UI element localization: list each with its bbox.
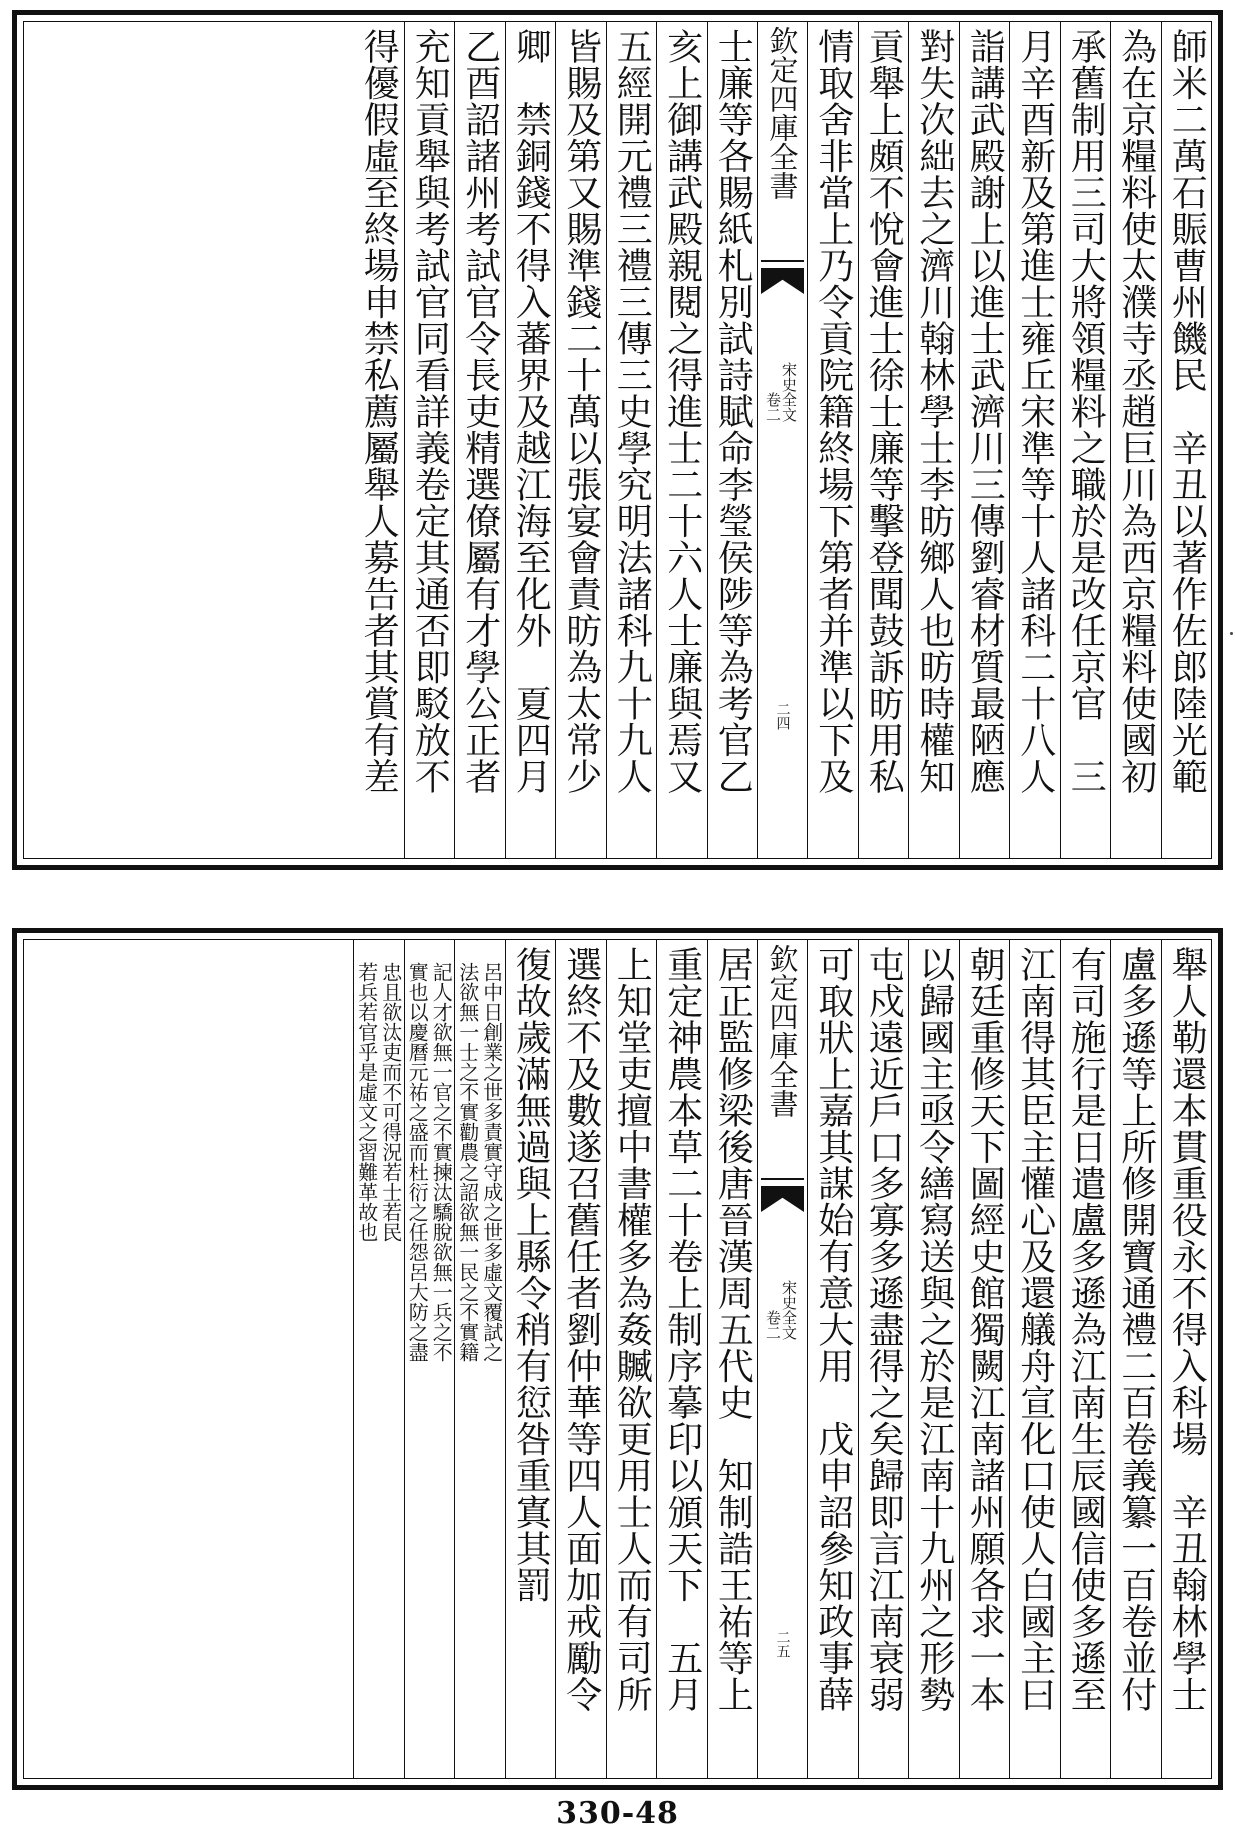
juan-label: 卷二: [764, 392, 782, 422]
column-text: 乙酉詔諸州考試官令長吏精選僚屬有才學公正者: [459, 28, 501, 795]
commentary-column: [353, 940, 404, 1778]
fold-rule: [761, 260, 804, 262]
column-text: 為在京糧料使太濮寺丞趙巨川為西京糧料使國初: [1115, 28, 1157, 795]
text-column: [555, 940, 606, 1778]
text-column: [1060, 940, 1111, 1778]
volume-title: 宋史全文: [780, 362, 798, 422]
column-text: 貢舉上頗不悅會進士徐士廉等擊登聞鼓訴昉用私: [863, 28, 905, 795]
commentary-column: [404, 940, 455, 1778]
column-text: 充知貢舉與考試官同看詳義卷定其通否即駁放不: [409, 28, 451, 795]
text-column: [1009, 940, 1060, 1778]
text-column: [1110, 22, 1161, 858]
page-number: 二四: [774, 702, 791, 730]
column-text: 選終不及數遂召舊任者劉仲華等四人面加戒勵令: [560, 946, 602, 1713]
column-text: 情取舍非當上乃令貢院籍終場下第者并準以下及: [812, 28, 854, 795]
text-column: [858, 940, 909, 1778]
column-text: 舉人勒還本貫重役永不得入科場 辛丑翰林學士: [1166, 946, 1208, 1713]
text-column: [1161, 22, 1212, 858]
text-column: [656, 22, 707, 858]
text-column: [807, 22, 858, 858]
text-column: [959, 940, 1010, 1778]
commentary-line: 法欲無一士之不實勸農之詔欲無一民之不實籍: [455, 962, 480, 1362]
commentary-line: 實也以慶曆元祐之盛而杜衍之任怨呂大防之盡: [405, 962, 430, 1362]
page-label: 330-48: [556, 1796, 679, 1831]
column-text: 皆賜及第又賜準錢二十萬以張宴會責昉為太常少: [560, 28, 602, 795]
column-text: 對失次絀去之濟川翰林學士李昉鄉人也昉時權知: [913, 28, 955, 795]
text-column: [1161, 940, 1212, 1778]
column-text: 居正監修梁後唐晉漢周五代史 知制誥王祐等上: [712, 946, 754, 1713]
text-column: [858, 22, 909, 858]
commentary-line: 記人才欲無一官之不實揀汰驕脫欲無一兵之不: [429, 962, 454, 1362]
column-text: 得優假虛至終場申禁私薦屬舉人募告者其賞有差: [358, 28, 400, 795]
column-text: 卿 禁銅錢不得入蕃界及越江海至化外 夏四月: [510, 28, 552, 795]
column-text: 亥上御講武殿親閱之得進士二十六人士廉與焉又: [661, 28, 703, 795]
text-column: [707, 940, 758, 1778]
juan-label: 卷二: [764, 1310, 782, 1340]
text-column: [454, 22, 505, 858]
text-column: [707, 22, 758, 858]
scan-speck: [1230, 632, 1233, 635]
column-text: 以歸國主亟令繕寫送與之於是江南十九州之形勢: [913, 946, 955, 1713]
text-column: [1009, 22, 1060, 858]
book-title: 欽定四庫全書: [765, 26, 800, 200]
top-columns: [24, 22, 1211, 858]
column-text: 江南得其臣主懽心及還艤舟宣化口使人白國主曰: [1014, 946, 1056, 1713]
text-column: [908, 940, 959, 1778]
fish-tail-mark: [761, 268, 804, 294]
book-title: 欽定四庫全書: [765, 944, 800, 1118]
column-text: 有司施行是日遣盧多遜為江南生辰國信使多遜至: [1065, 946, 1107, 1713]
column-text: 復故歲滿無過與上縣令稍有愆咎重寘其罰: [510, 946, 552, 1603]
text-column: [656, 940, 707, 1778]
text-column: [959, 22, 1010, 858]
column-text: 朝廷重修天下圖經史館獨闕江南諸州願各求一本: [964, 946, 1006, 1713]
commentary-line: 忠且欲汰吏而不可得況若士若民: [378, 962, 403, 1242]
text-column: [606, 22, 657, 858]
center-fold: [757, 22, 807, 858]
column-text: 承舊制用三司大將領糧料之職於是改任京官 三: [1065, 28, 1107, 795]
bottom-page: [12, 928, 1223, 1790]
bottom-page-frame: [23, 939, 1212, 1779]
column-text: 師米二萬石賑曹州饑民 辛丑以著作佐郎陸光範: [1166, 28, 1208, 795]
fish-tail-mark: [761, 1186, 804, 1212]
text-column: [505, 22, 556, 858]
text-column: [404, 22, 455, 858]
volume-title: 宋史全文: [780, 1280, 798, 1340]
top-page: [12, 10, 1223, 870]
fold-rule: [761, 1178, 804, 1180]
top-page-frame: [23, 21, 1212, 859]
page-number: 二五: [774, 1630, 791, 1658]
column-text: 屯戍遠近戶口多寡多遜盡得之矣歸即言江南衰弱: [863, 946, 905, 1713]
commentary-column: [454, 940, 505, 1778]
column-text: 盧多遜等上所修開寶通禮二百卷義纂一百卷並付: [1115, 946, 1157, 1713]
text-column: [1060, 22, 1111, 858]
text-column: [353, 22, 404, 858]
column-text: 上知堂吏擅中書權多為姦贓欲更用士人而有司所: [611, 946, 653, 1713]
text-column: [908, 22, 959, 858]
column-text: 可取狀上嘉其謀始有意大用 戊申詔參知政事薛: [812, 946, 854, 1713]
column-text: 詣講武殿謝上以進士武濟川三傳劉睿材質最陋應: [964, 28, 1006, 795]
column-text: 月辛酉新及第進士雍丘宋準等十人諸科二十八人: [1014, 28, 1056, 795]
text-column: [606, 940, 657, 1778]
text-column: [807, 940, 858, 1778]
text-column: [555, 22, 606, 858]
commentary-line: 呂中日創業之世多責實守成之世多虛文覆試之: [479, 962, 504, 1362]
text-column: [505, 940, 556, 1778]
commentary-line: 若兵若官乎是虛文之習難革故也: [354, 962, 379, 1242]
bottom-columns: [24, 940, 1211, 1778]
column-text: 士廉等各賜紙札別試詩賦命李瑩侯陟等為考官乙: [712, 28, 754, 795]
center-fold: [757, 940, 807, 1778]
column-text: 重定神農本草二十卷上制序摹印以頒天下 五月: [661, 946, 703, 1713]
text-column: [1110, 940, 1161, 1778]
column-text: 五經開元禮三禮三傳三史學究明法諸科九十九人: [611, 28, 653, 795]
